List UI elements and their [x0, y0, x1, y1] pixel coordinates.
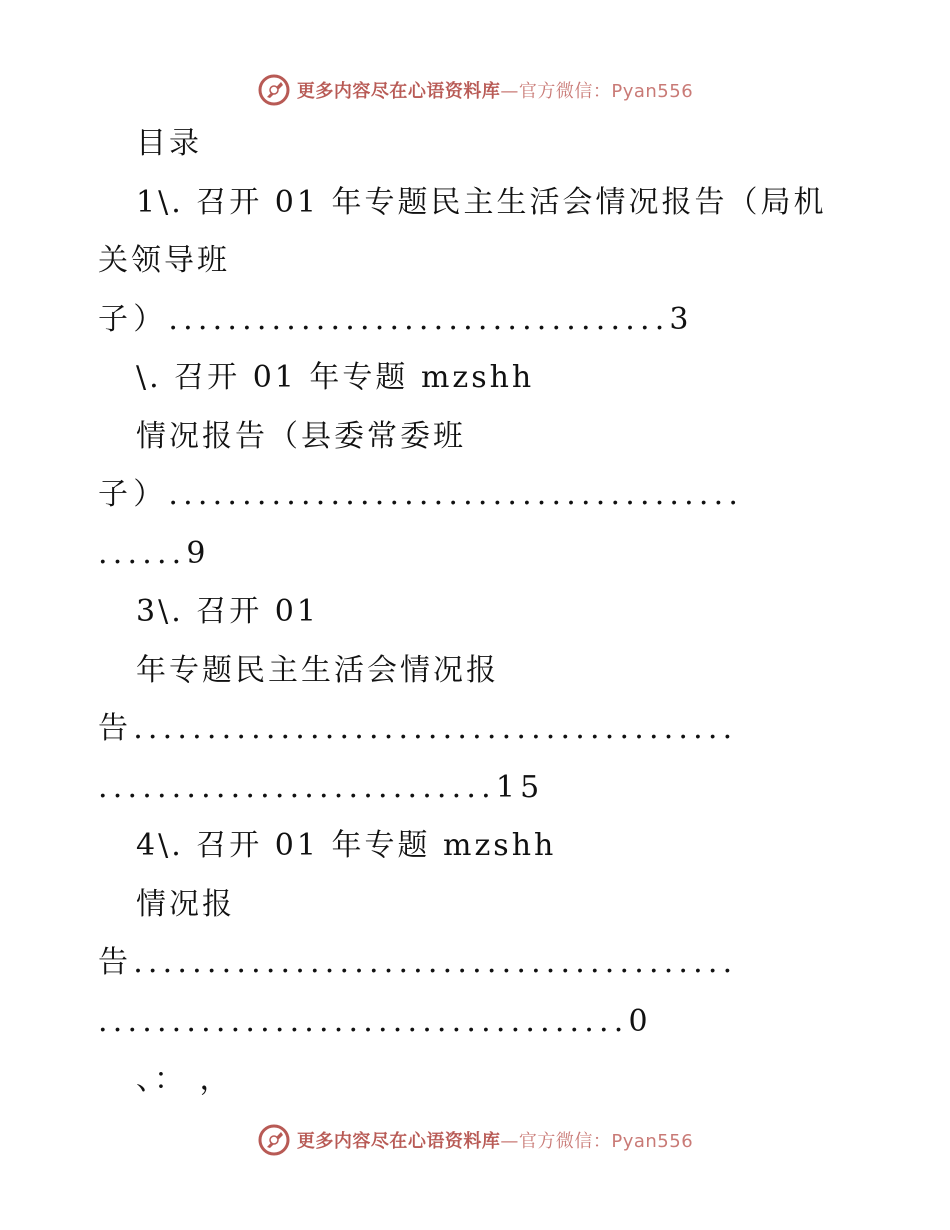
toc-line: 年专题民主生活会情况报: [136, 652, 499, 688]
toc-title: 目录: [136, 126, 202, 161]
toc-line: 、： ，: [136, 1062, 233, 1097]
watermark-banner-top: [0, 70, 950, 110]
toc-line: ......9: [98, 535, 211, 571]
toc-line: ....................................0: [98, 1003, 653, 1039]
toc-line: 情况报: [136, 886, 235, 922]
quill-logo-icon: [257, 73, 291, 107]
toc-line: 子）..................................3: [98, 301, 694, 337]
toc-line: 3\. 召开 01: [136, 594, 319, 629]
toc-line: ...........................15: [98, 769, 545, 805]
toc-line: 关领导班: [98, 243, 230, 278]
toc-line: 告.........................................: [98, 945, 738, 980]
table-of-contents: [98, 115, 858, 1110]
toc-line: 情况报告（县委常委班: [136, 418, 466, 454]
watermark-text: 更多内容尽在心语资料库—官方微信：Pyan556: [296, 1131, 694, 1152]
watermark-banner-bottom: [0, 1120, 950, 1160]
toc-line: 4\. 召开 01 年专题 mzshh: [136, 828, 557, 863]
watermark-text: 更多内容尽在心语资料库—官方微信：Pyan556: [296, 81, 694, 102]
toc-line: \. 召开 01 年专题 mzshh: [136, 360, 535, 395]
toc-line: 子）.......................................: [98, 477, 744, 512]
toc-line: 告.........................................: [98, 711, 738, 746]
toc-line: 1\. 召开 01 年专题民主生活会情况报告（局机: [136, 184, 827, 220]
quill-logo-icon: [257, 1123, 291, 1157]
